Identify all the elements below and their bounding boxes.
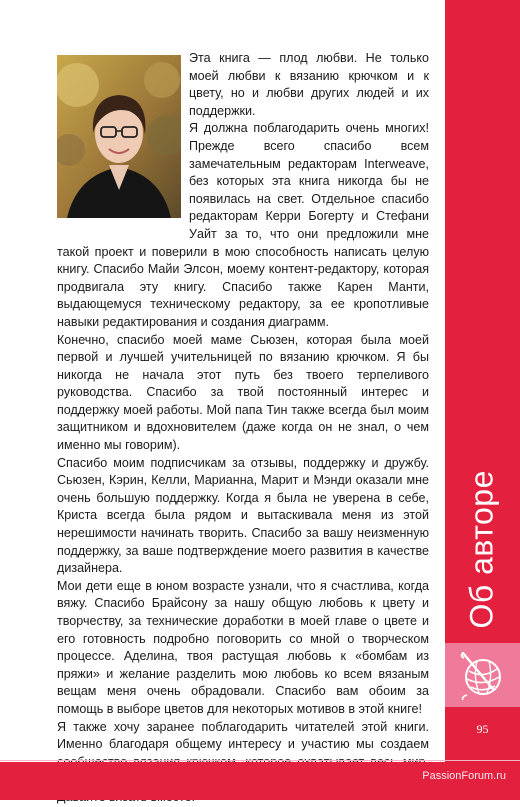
paragraph: Я также хочу заранее поблагодарить читателей этой книги. Именно благодаря общему интересу и участию мы создаем: [57, 719, 429, 752]
acknowledgements-text: [57, 50, 429, 807]
paragraph: Конечно, спасибо моей маме Сьюзен, которая была моей первой и лучшей учительницей по вязанию крючком. Я бы никогда не начала этот путь без твоего терпеливого руководства. Спасибо за твой постоянный интерес и поддержку моей работы. Мой папа Тин также всегда был моим защитником и вдохновителем (даже когда он не знал, о чем именно мы говорим).: [57, 332, 429, 453]
watermark: PassionForum.ru: [422, 770, 506, 782]
yarn-ball-crochet-hook-icon: [459, 649, 507, 701]
paragraph: Я должна поблагодарить очень многих! Прежде всего спасибо всем замечательным редакторам Interweave, без которых эта книга никогда бы не появилась на свет. Отдельное спасибо редакторам Керри Богерту и Стефани Уайт за то, что они предложили мне такой проект и поверили в мою способность написать целую книгу. Спасибо Майи Элсон, моему контент-редактору, которая продвигала эту книгу. Спасибо также Карен Манти, выдающемуся техническому редактору, за ее кропотливые навыки редактирования и создания диаграмм.: [57, 121, 429, 329]
paragraph: Мои дети еще в юном возрасте узнали, что я счастлива, когда вяжу. Спасибо Брайсону за нашу общую любовь к цвету и творчеству, за технические доработки в моей главе о цвете и его готовность подробно поговорить со мной о творческом процессе. Аделина, твоя растущая любовь к «бомбам из пряжи» и желание разделить мою любовь ко всем вязаным вещам меня очень обрадовали. Спасибо вам обоим за помощь в выборе цветов для некоторых мотивов в этой книге!: [57, 578, 429, 716]
chapter-title: Об авторе: [463, 470, 500, 629]
photo-wrap-space: [57, 50, 189, 234]
paragraph: Эта книга — плод любви. Не только моей любви к вязанию крючком и к цвету, но и любви других людей и их поддержки.: [189, 51, 429, 118]
page-number: 95: [476, 722, 489, 736]
paragraph: Спасибо моим подписчикам за отзывы, поддержку и дружбу. Сьюзен, Кэрин, Келли, Марианна, Марит и Мэнди оказали мне очень большую поддержку. Когда я была не уверена в себе, Криста всегда была рядом и вытаскивала меня из этой нерешимости начинать творить. Спасибо за вашу неизменную поддержку, за ваше подтверждение моего развития в качестве дизайнера.: [57, 455, 429, 576]
footer-divider: [0, 760, 520, 761]
icon-box: [445, 643, 520, 707]
